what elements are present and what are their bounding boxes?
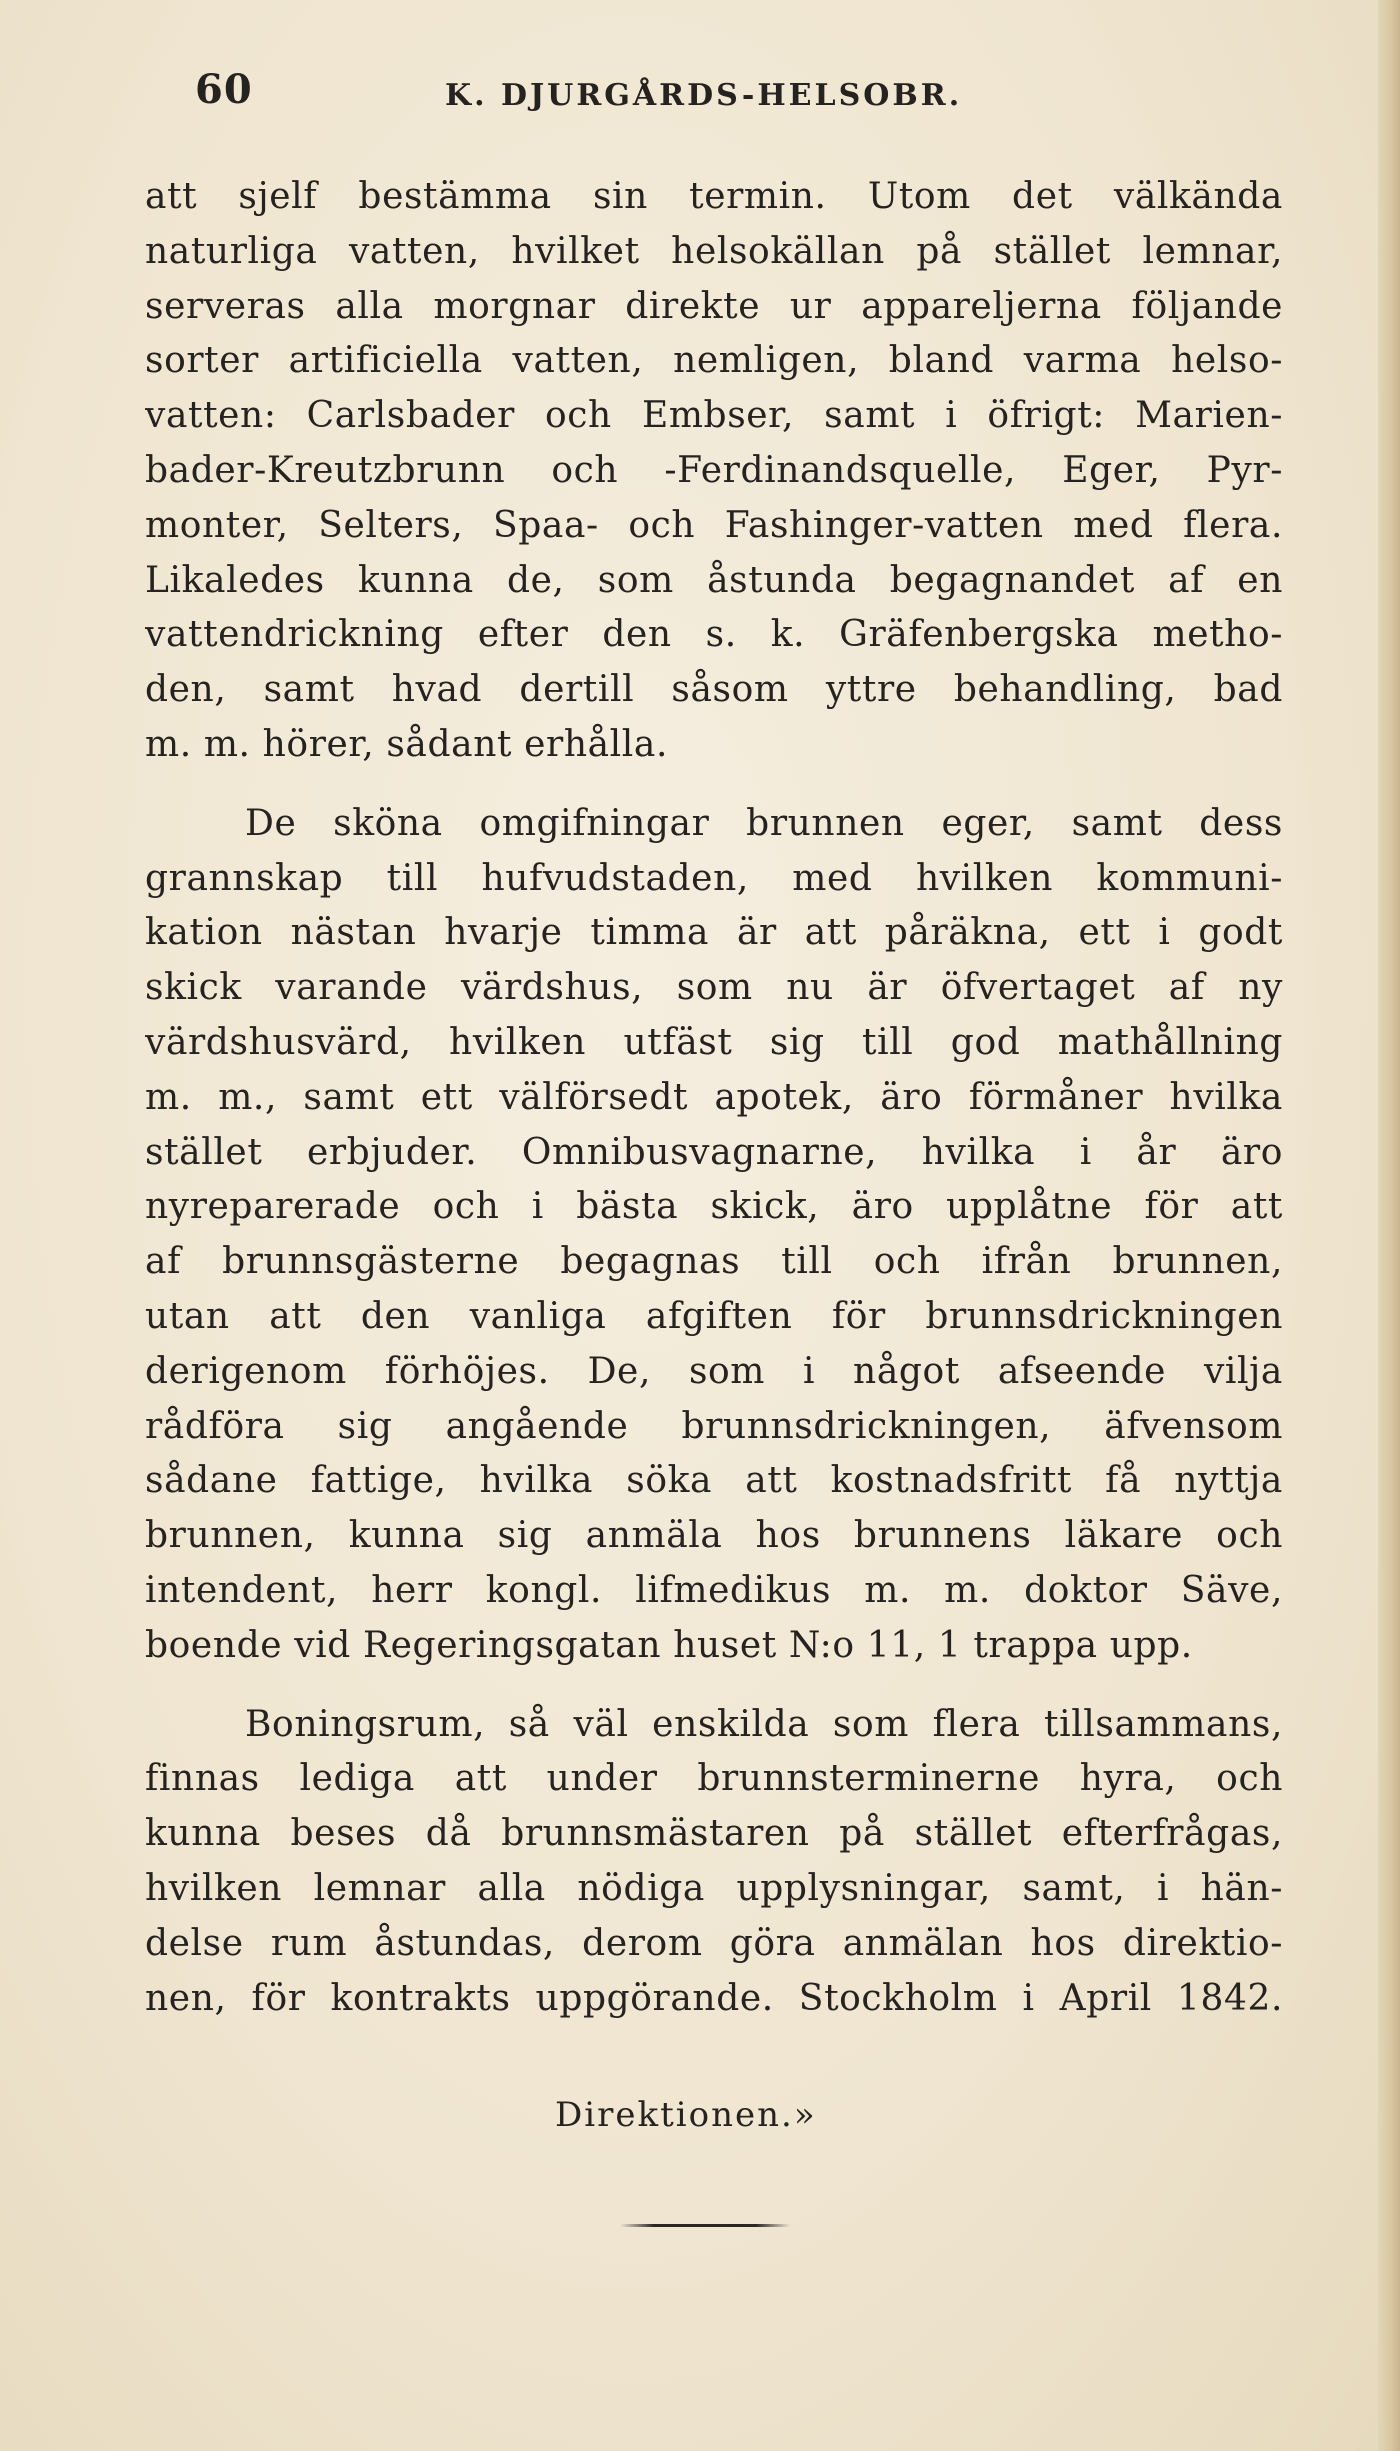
body-text xyxy=(145,170,1283,2026)
text-line: Likaledes kunna de, som åstunda begagnandet af en xyxy=(145,559,1283,601)
text-line: derigenom förhöjes. De, som i något afseende vilja xyxy=(145,1350,1283,1392)
text-line: m. m., samt ett välförsedt apotek, äro förmåner hvilka xyxy=(145,1076,1283,1118)
page-edge xyxy=(1378,0,1400,2451)
closing-rule xyxy=(620,2224,790,2227)
text-line: kunna beses då brunnsmästaren på stället efterfrågas, xyxy=(145,1813,1283,1855)
text-line: den, samt hvad dertill såsom yttre behandling, bad xyxy=(145,669,1283,711)
text-line: finnas lediga att under brunnsterminerne hyra, och xyxy=(145,1758,1283,1800)
running-header xyxy=(195,66,1295,136)
text-line: boende vid Regeringsgatan huset N:o 11, 1 trappa upp. xyxy=(145,1624,1193,1666)
text-line: m. m. hörer, sådant erhålla. xyxy=(145,723,668,765)
text-line: att sjelf bestämma sin termin. Utom det välkända xyxy=(145,176,1283,217)
signature: Direktionen.» xyxy=(555,2095,817,2135)
text-line: nen, för kontrakts uppgörande. Stockholm i April 1842. xyxy=(145,1977,1283,2019)
text-line: intendent, herr kongl. lifmedikus m. m. doktor Säve, xyxy=(145,1569,1283,1611)
text-line: monter, Selters, Spaa- och Fashinger-vatten med flera. xyxy=(145,504,1283,546)
text-line: vatten: Carlsbader och Embser, samt i öfrigt: Marien- xyxy=(145,395,1283,437)
text-line: nyreparerade och i bästa skick, äro upplåtne för att xyxy=(145,1186,1283,1228)
text-line: kation nästan hvarje timma är att påräkna, ett i godt xyxy=(145,912,1283,954)
running-title: K. DJURGÅRDS-HELSOBR. xyxy=(445,78,963,113)
text-line: vattendrickning efter den s. k. Gräfenbergska metho- xyxy=(145,614,1283,656)
text-line: värdshusvärd, hvilken utfäst sig till god mathållning xyxy=(145,1021,1283,1063)
text-line: utan att den vanliga afgiften för brunnsdrickningen xyxy=(145,1295,1283,1337)
text-line: bader-Kreutzbrunn och -Ferdinandsquelle, Eger, Pyr- xyxy=(145,449,1283,491)
text-line: brunnen, kunna sig anmäla hos brunnens läkare och xyxy=(145,1515,1283,1557)
text-line: serveras alla morgnar direkte ur appareljerna följande xyxy=(145,285,1283,327)
text-line: Boningsrum, så väl enskilda som flera tillsammans, xyxy=(245,1703,1283,1745)
text-line: stället erbjuder. Omnibusvagnarne, hvilka i år äro xyxy=(145,1131,1283,1173)
text-line: af brunnsgästerne begagnas till och ifrån brunnen, xyxy=(145,1241,1283,1283)
text-line: skick varande värdshus, som nu är öfvertaget af ny xyxy=(145,967,1283,1009)
paragraph-3 xyxy=(145,1698,1283,2027)
text-line: rådföra sig angående brunnsdrickningen, äfvensom xyxy=(145,1405,1283,1447)
page-number: 60 xyxy=(195,66,253,113)
text-line: De sköna omgifningar brunnen eger, samt dess xyxy=(245,802,1283,844)
paragraph-2 xyxy=(145,797,1283,1674)
paragraph-1 xyxy=(145,170,1283,773)
text-line: grannskap till hufvudstaden, med hvilken kommuni- xyxy=(145,857,1283,899)
text-line: naturliga vatten, hvilket helsokällan på stället lemnar, xyxy=(145,230,1283,272)
text-line: delse rum åstundas, derom göra anmälan hos direktio- xyxy=(145,1922,1283,1964)
text-line: sådane fattige, hvilka söka att kostnadsfritt få nyttja xyxy=(145,1460,1283,1502)
text-line: hvilken lemnar alla nödiga upplysningar, samt, i hän- xyxy=(145,1867,1283,1909)
text-line: sorter artificiella vatten, nemligen, bland varma helso- xyxy=(145,340,1283,382)
